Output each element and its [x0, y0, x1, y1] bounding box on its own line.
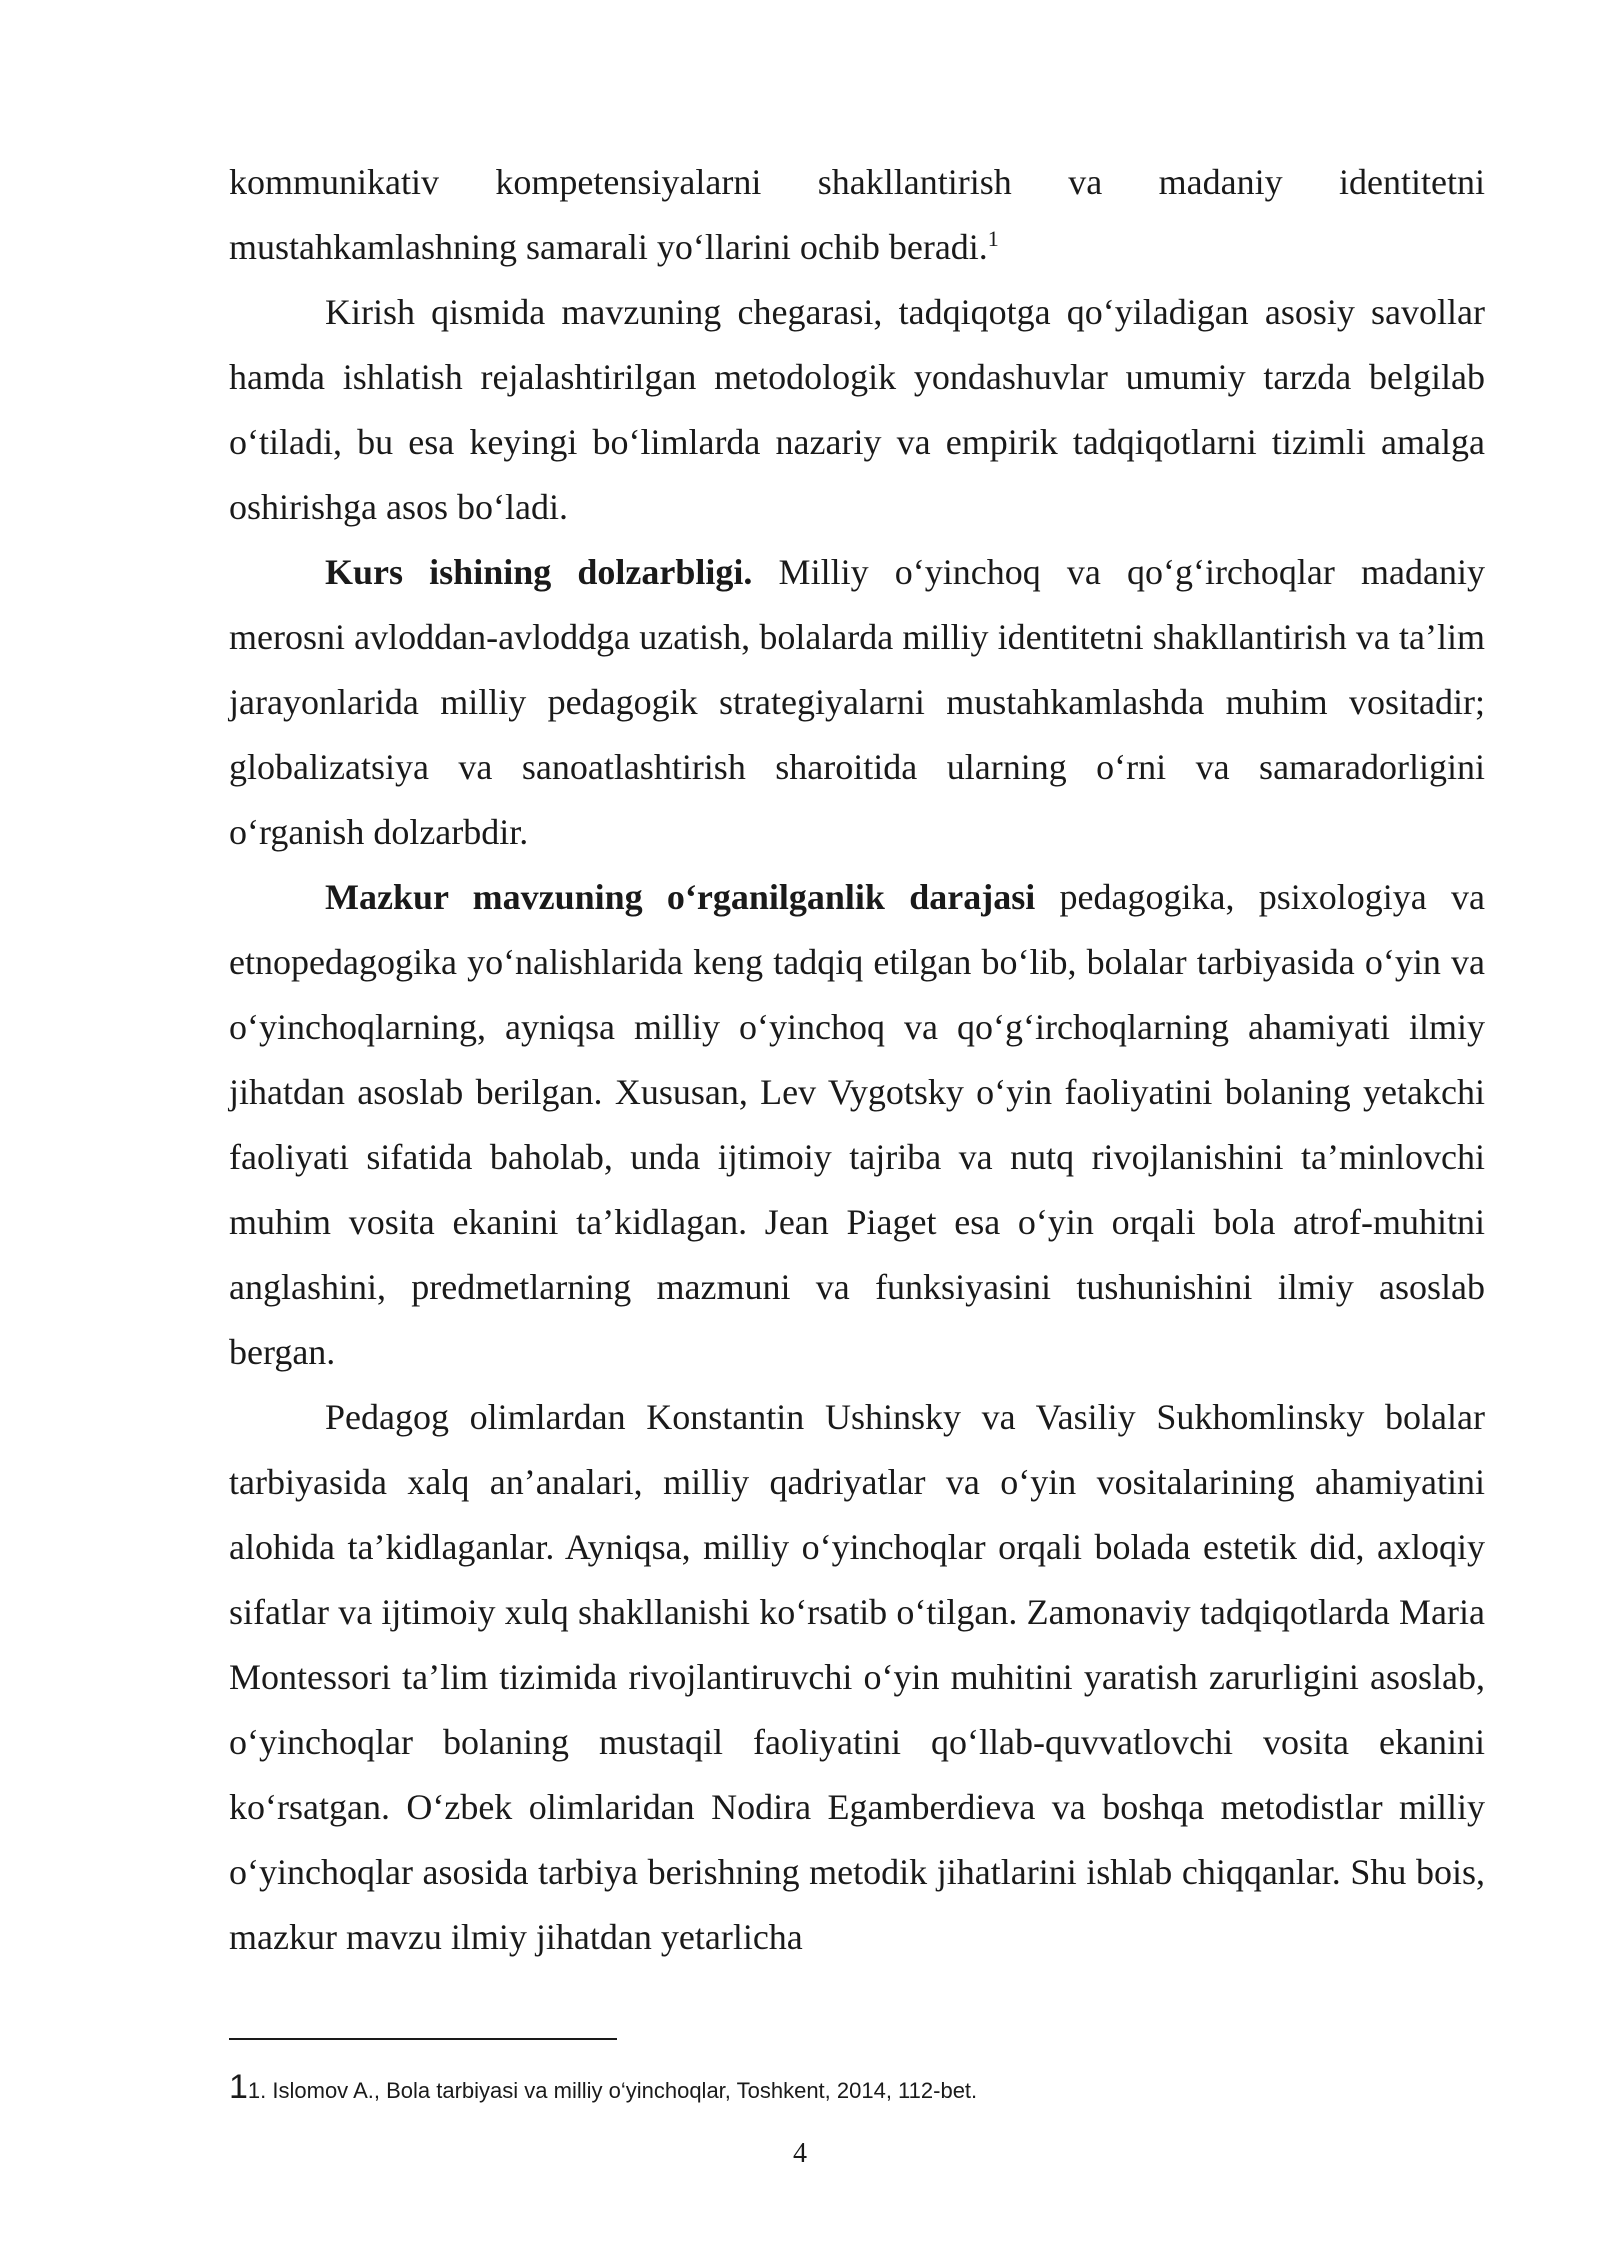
paragraph-1	[229, 150, 1485, 280]
paragraph-5: Pedagog olimlardan Konstantin Ushinsky va Vasiliy Sukhomlinsky bolalar tarbiyasida xalq an’analari, milliy qadriyatlar va o‘yin vositalarining ahamiyatini alohida ta’kidlaganlar. Ayniqsa, milliy o‘yinchoqlar orqali bolada estetik did, axloqiy sifatlar va ijtimoiy xulq shakllanishi ko‘rsatib o‘tilgan. Zamonaviy tadqiqotlarda Maria Montessori ta’lim tizimida rivojlantiruvchi o‘yin muhitini yaratish zarurligini asoslab, o‘yinchoqlar bolaning mustaqil faoliyatini qo‘llab-quvvatlovchi vosita ekanini ko‘rsatgan. O‘zbek olimlaridan Nodira Egamberdieva va boshqa metodistlar milliy o‘yinchoqlar asosida tarbiya berishning metodik jihatlarini ishlab chiqqanlar. Shu bois, mazkur mavzu ilmiy jihatdan yetarlicha	[229, 1397, 1485, 1957]
footnote	[229, 2068, 1485, 2107]
paragraph-4-text: pedagogika, psixologiya va etnopedagogika yo‘nalishlarida keng tadqiq etilgan bo‘lib, bolalar tarbiyasida o‘yin va o‘yinchoqlarning, ayniqsa milliy o‘yinchoq va qo‘g‘irchoqlarning ahamiyati ilmiy jihatdan asoslab berilgan. Xususan, Lev Vygotsky o‘yin faoliyatini bolaning yetakchi faoliyati sifatida baholab, unda ijtimoiy tajriba va nutq rivojlanishini ta’minlovchi muhim vosita ekanini ta’kidlagan. Jean Piaget esa o‘yin orqali bola atrof-muhitni anglashini, predmetlarning mazmuni va funksiyasini tushunishini ilmiy asoslab bergan.	[229, 877, 1485, 1372]
page-number: 4	[793, 2138, 807, 2169]
paragraph-1-text: kommunikativ kompetensiyalarni shakllantirish va madaniy identitetni mustahkamlashning samarali yo‘llarini ochib beradi.	[229, 162, 1485, 267]
paragraph-3-text: Milliy o‘yinchoq va qo‘g‘irchoqlar madaniy merosni avloddan-avloddga uzatish, bolalarda milliy identitetni shakllantirish va ta’lim jarayonlarida milliy pedagogik strategiyalarni mustahkamlashda muhim vositadir; globalizatsiya va sanoatlashtirish sharoitida ularning o‘rni va samaradorligini o‘rganish dolzarbdir.	[229, 552, 1485, 852]
body-text	[229, 150, 1485, 1970]
paragraph-3	[229, 540, 1485, 865]
footnote-text: 1. Islomov A., Bola tarbiyasi va milliy o‘yinchoqlar, Toshkent, 2014, 112-bet.	[247, 2078, 978, 2103]
paragraph-4	[229, 865, 1485, 1385]
footnote-separator	[229, 2038, 617, 2040]
footnote-number: 1	[229, 2068, 248, 2106]
section-heading-relevance: Kurs ishining dolzarbligi.	[325, 552, 753, 592]
footnote-reference: 1	[987, 226, 999, 251]
paragraph-2: Kirish qismida mavzuning chegarasi, tadqiqotga qo‘yiladigan asosiy savollar hamda ishlatish rejalashtirilgan metodologik yondashuvlar umumiy tarzda belgilab o‘tiladi, bu esa keyingi bo‘limlarda nazariy va empirik tadqiqotlarni tizimli amalga oshirishga asos bo‘ladi.	[229, 292, 1485, 527]
section-heading-research-level: Mazkur mavzuning o‘rganilganlik darajasi	[325, 877, 1036, 917]
